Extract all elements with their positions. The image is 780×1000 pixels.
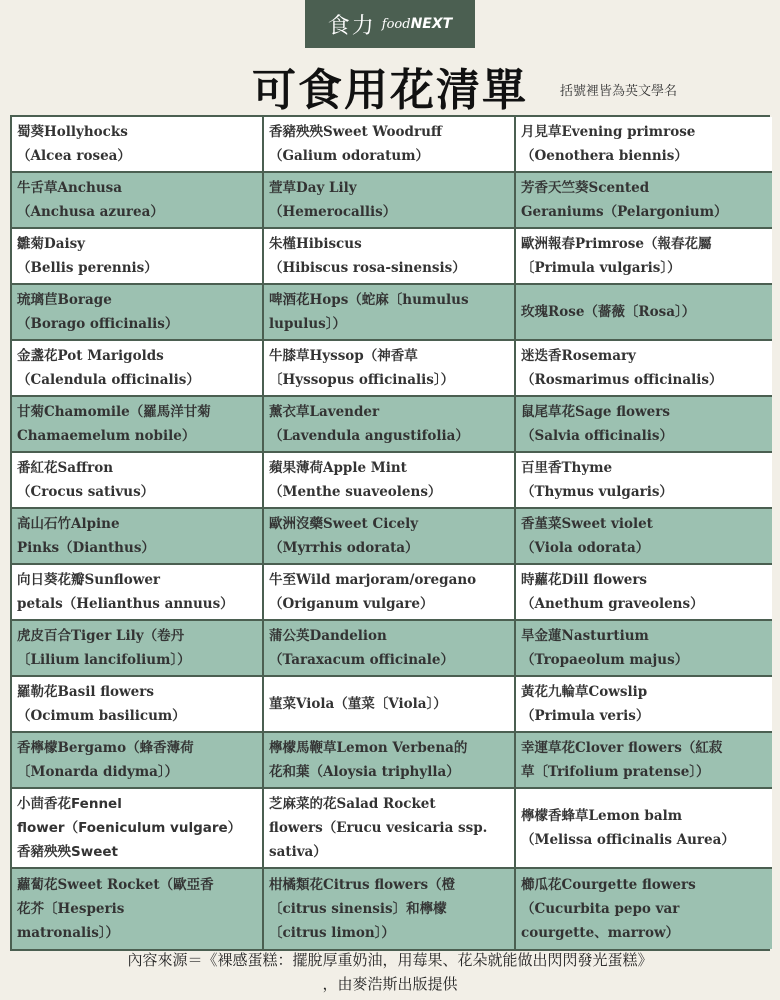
flower-cell-text: 柑橘類花Citrus flowers（橙 〔citrus sinensis〕和檸檬 〔citrus limon〕） <box>269 877 456 941</box>
flower-cell-text: 檸檬香蜂草Lemon balm （Melissa officinalis Aurea） <box>521 808 735 848</box>
flower-cell <box>12 229 264 285</box>
flower-cell <box>264 789 516 869</box>
flower-cell-text: 黃花九輪草Cowslip （Primula veris） <box>521 684 650 724</box>
flower-cell-text: 啤酒花Hops（蛇麻〔humulus lupulus〕） <box>269 292 469 332</box>
flower-cell-text: 甘菊Chamomile（羅馬洋甘菊 Chamaemelum nobile） <box>17 404 211 444</box>
flower-cell <box>516 397 772 453</box>
flower-cell <box>12 621 264 677</box>
flower-cell <box>516 789 772 869</box>
flower-cell-text: 檸檬馬鞭草Lemon Verbena的 花和葉（Aloysia triphylla） <box>269 740 468 780</box>
flower-cell <box>12 509 264 565</box>
flower-cell <box>516 341 772 397</box>
flower-cell <box>12 341 264 397</box>
flower-cell-text: 櫛瓜花Courgette flowers （Cucurbita pepo var courgette、marrow） <box>521 877 696 941</box>
flower-cell-text: 玫瑰Rose（薔薇〔Rosa〕） <box>521 304 696 320</box>
flower-cell <box>516 733 772 789</box>
brand-logo <box>305 0 475 48</box>
flower-cell-text: 朱槿Hibiscus （Hibiscus rosa-sinensis） <box>269 236 466 276</box>
flower-cell <box>12 453 264 509</box>
flower-cell <box>264 453 516 509</box>
flower-cell <box>516 285 772 341</box>
flower-cell <box>12 789 264 869</box>
flower-cell <box>12 869 264 949</box>
flower-cell <box>264 677 516 733</box>
flower-cell <box>12 397 264 453</box>
flower-cell-text: 牛舌草Anchusa （Anchusa azurea） <box>17 180 164 220</box>
brand-logo-en: foodNEXT <box>381 16 453 32</box>
flower-cell-text: 蘋果薄荷Apple Mint （Menthe suaveolens） <box>269 460 442 500</box>
flower-cell-text: 蘿蔔花Sweet Rocket（歐亞香 花芥〔Hesperis matronalis〕） <box>17 877 214 941</box>
flower-cell-text: 羅勒花Basil flowers （Ocimum basilicum） <box>17 684 186 724</box>
flower-cell-text: 香堇菜Sweet violet （Viola odorata） <box>521 516 653 556</box>
flower-cell <box>12 173 264 229</box>
flower-cell-text: 香檸檬Bergamo（蜂香薄荷 〔Monarda didyma〕） <box>17 740 194 780</box>
flower-cell-text: 高山石竹Alpine Pinks（Dianthus） <box>17 516 155 556</box>
source-line-2: ，由麥浩斯出版提供 <box>322 975 458 993</box>
flower-cell <box>12 733 264 789</box>
flower-cell-text: 芳香天竺葵Scented Geraniums（Pelargonium） <box>521 180 728 220</box>
flower-cell-text: 薰衣草Lavender （Lavendula angustifolia） <box>269 404 469 444</box>
flower-cell-text: 迷迭香Rosemary （Rosmarimus officinalis） <box>521 348 723 388</box>
flower-cell <box>516 565 772 621</box>
flower-cell-text: 鼠尾草花Sage flowers （Salvia officinalis） <box>521 404 674 444</box>
flower-cell <box>12 565 264 621</box>
flower-cell <box>516 453 772 509</box>
flower-cell-text: 小茴香花Fennel flower（Foeniculum vulgare） 香豬殃殃Sweet <box>17 796 242 860</box>
flower-cell <box>264 341 516 397</box>
flower-cell <box>264 117 516 173</box>
flower-cell <box>516 229 772 285</box>
title-note: 括號裡皆為英文學名 <box>560 84 678 99</box>
flower-cell <box>264 397 516 453</box>
flower-cell <box>516 869 772 949</box>
flower-cell <box>264 173 516 229</box>
flower-cell <box>516 621 772 677</box>
flower-cell-text: 月見草Evening primrose （Oenothera biennis） <box>521 124 696 164</box>
flower-cell-text: 旱金蓮Nasturtium （Tropaeolum majus） <box>521 628 689 668</box>
source-credit <box>0 948 780 996</box>
flower-table <box>10 115 770 951</box>
flower-cell-text: 時蘿花Dill flowers （Anethum graveolens） <box>521 572 704 612</box>
flower-cell-text: 菫菜Viola（菫菜〔Viola〕） <box>269 696 447 712</box>
flower-cell <box>264 733 516 789</box>
flower-cell-text: 牛膝草Hyssop（神香草 〔Hyssopus officinalis〕） <box>269 348 455 388</box>
flower-cell-text: 雛菊Daisy （Bellis perennis） <box>17 236 158 276</box>
brand-logo-zh: 食力 <box>327 13 376 39</box>
flower-cell-text: 牛至Wild marjoram/oregano （Origanum vulgare） <box>269 572 477 612</box>
flower-cell <box>264 509 516 565</box>
flower-cell <box>516 677 772 733</box>
page-title: 可食用花清單 <box>252 65 528 116</box>
flower-cell-text: 萱草Day Lily （Hemerocallis） <box>269 180 397 220</box>
flower-cell-text: 蒲公英Dandelion （Taraxacum officinale） <box>269 628 455 668</box>
flower-cell <box>12 285 264 341</box>
flower-cell <box>264 869 516 949</box>
flower-cell <box>516 117 772 173</box>
flower-cell-text: 香豬殃殃Sweet Woodruff （Galium odoratum） <box>269 124 443 164</box>
flower-cell-text: 琉璃苣Borage （Borago officinalis） <box>17 292 179 332</box>
flower-cell <box>516 509 772 565</box>
flower-cell <box>12 117 264 173</box>
flower-cell <box>264 621 516 677</box>
source-line-1: 內容來源＝《裸感蛋糕：擺脫厚重奶油，用莓果、花朵就能做出閃閃發光蛋糕》 <box>127 951 653 969</box>
flower-cell-text: 歐洲報春Primrose（報春花屬 〔Primula vulgaris〕） <box>521 236 712 276</box>
flower-cell-text: 百里香Thyme （Thymus vulgaris） <box>521 460 673 500</box>
flower-cell-text: 幸運草花Clover flowers（紅菽 草〔Trifolium pratense〕） <box>521 740 723 780</box>
flower-cell <box>264 565 516 621</box>
flower-cell <box>264 285 516 341</box>
flower-cell-text: 歐洲沒藥Sweet Cicely （Myrrhis odorata） <box>269 516 419 556</box>
flower-cell <box>264 229 516 285</box>
flower-cell <box>516 173 772 229</box>
flower-cell-text: 蜀葵Hollyhocks （Alcea rosea） <box>17 124 131 164</box>
flower-cell-text: 向日葵花瓣Sunflower petals（Helianthus annuus） <box>17 572 234 612</box>
flower-cell <box>12 677 264 733</box>
flower-cell-text: 芝麻菜的花Salad Rocket flowers（Erucu vesicaria ssp. sativa） <box>269 796 488 860</box>
flower-cell-text: 金盞花Pot Marigolds （Calendula officinalis） <box>17 348 200 388</box>
flower-cell-text: 虎皮百合Tiger Lily（卷丹 〔Lilium lancifolium〕） <box>17 628 191 668</box>
flower-cell-text: 番紅花Saffron （Crocus sativus） <box>17 460 155 500</box>
